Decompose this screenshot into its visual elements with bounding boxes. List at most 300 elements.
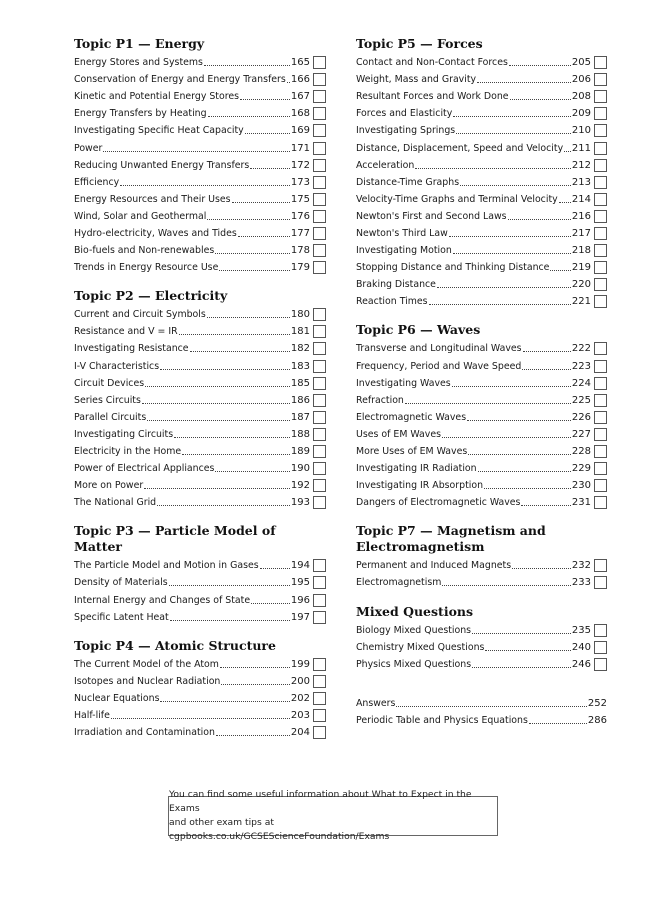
progress-checkbox[interactable]: [594, 641, 607, 654]
toc-entry-label: Nuclear Equations: [74, 692, 160, 704]
toc-entry-page: 168: [290, 108, 310, 120]
toc-entry-page: 180: [290, 309, 310, 321]
toc-entry: [74, 88, 326, 105]
toc-entry-label: Forces and Elasticity: [356, 108, 453, 120]
leader-dots: [522, 369, 571, 370]
progress-checkbox[interactable]: [594, 411, 607, 424]
progress-checkbox[interactable]: [594, 377, 607, 390]
toc-entry-page: 202: [290, 692, 310, 704]
toc-entry-page: 183: [290, 360, 310, 372]
leader-dots: [260, 568, 290, 569]
leader-dots: [468, 454, 571, 455]
toc-entry: [74, 306, 326, 323]
toc-entry-label: Reducing Unwanted Energy Transfers: [74, 159, 250, 171]
toc-entry: [356, 242, 607, 259]
toc-entry: [356, 409, 607, 426]
progress-checkbox[interactable]: [594, 56, 607, 69]
toc-entry-label: Chemistry Mixed Questions: [356, 641, 485, 653]
toc-entry-page: 179: [290, 262, 310, 274]
toc-entry-label: Newton's First and Second Laws: [356, 210, 507, 222]
toc-entry: [356, 54, 607, 71]
progress-checkbox[interactable]: [313, 594, 326, 607]
topic-title: Topic P6 — Waves: [356, 322, 481, 338]
leader-dots: [559, 202, 571, 203]
toc-entry: [74, 494, 326, 511]
leader-dots: [442, 437, 571, 438]
progress-checkbox[interactable]: [594, 576, 607, 589]
toc-entry-label: Internal Energy and Changes of State: [74, 594, 251, 606]
progress-checkbox[interactable]: [313, 56, 326, 69]
leader-dots: [160, 369, 290, 370]
toc-entry: [74, 656, 326, 673]
progress-checkbox[interactable]: [594, 496, 607, 509]
toc-entry: [74, 225, 326, 242]
toc-entry-page: 192: [290, 480, 310, 492]
topic-section: [74, 638, 326, 741]
leader-dots: [207, 317, 290, 318]
toc-entry-label: Physics Mixed Questions: [356, 658, 472, 670]
toc-entry-page: 227: [571, 428, 591, 440]
toc-entry-page: 203: [290, 710, 310, 722]
progress-checkbox[interactable]: [313, 244, 326, 257]
leader-dots: [472, 667, 571, 668]
toc-entry: [356, 574, 607, 591]
toc-entry: [74, 358, 326, 375]
leader-dots: [437, 287, 571, 288]
progress-checkbox[interactable]: [594, 479, 607, 492]
progress-checkbox[interactable]: [313, 210, 326, 223]
exam-info-box: [168, 789, 498, 842]
topic-section: [74, 288, 326, 511]
toc-entry: [356, 639, 607, 656]
progress-checkbox[interactable]: [594, 142, 607, 155]
toc-entry-label: Investigating Resistance: [74, 343, 189, 355]
progress-checkbox[interactable]: [594, 394, 607, 407]
toc-entry-page: 175: [290, 193, 310, 205]
leader-dots: [523, 351, 571, 352]
leader-dots: [396, 706, 586, 707]
topic-title: Topic P2 — Electricity: [74, 288, 228, 304]
toc-entry: [74, 340, 326, 357]
leader-dots: [564, 151, 571, 152]
toc-entry-label: The Current Model of the Atom: [74, 658, 219, 670]
toc-entry: [356, 557, 607, 574]
progress-checkbox[interactable]: [594, 193, 607, 206]
toc-entry: [356, 88, 607, 105]
leader-dots: [216, 735, 290, 736]
toc-entry: [74, 139, 326, 156]
leader-dots: [429, 304, 571, 305]
toc-entry-label: Resultant Forces and Work Done: [356, 91, 509, 103]
toc-entry: [356, 358, 607, 375]
leader-dots: [245, 133, 290, 134]
progress-checkbox[interactable]: [313, 107, 326, 120]
leader-dots: [208, 116, 290, 117]
progress-checkbox[interactable]: [313, 462, 326, 475]
toc-entry: [356, 622, 607, 639]
progress-checkbox[interactable]: [313, 559, 326, 572]
progress-checkbox[interactable]: [313, 325, 326, 338]
progress-checkbox[interactable]: [594, 90, 607, 103]
leader-dots: [478, 471, 571, 472]
progress-checkbox[interactable]: [313, 445, 326, 458]
toc-entry: [356, 276, 607, 293]
leader-dots: [232, 202, 290, 203]
toc-entry: [356, 157, 607, 174]
toc-entry-page: 252: [587, 697, 607, 709]
progress-checkbox[interactable]: [594, 624, 607, 637]
leader-dots: [484, 488, 571, 489]
toc-entry-page: 208: [571, 91, 591, 103]
progress-checkbox[interactable]: [313, 159, 326, 172]
progress-checkbox[interactable]: [313, 709, 326, 722]
toc-entry-label: Investigating IR Absorption: [356, 480, 484, 492]
toc-entry: [74, 259, 326, 276]
progress-checkbox[interactable]: [313, 261, 326, 274]
toc-entry-page: 286: [587, 714, 607, 726]
toc-entry-label: Refraction: [356, 394, 404, 406]
progress-checkbox[interactable]: [594, 295, 607, 308]
progress-checkbox[interactable]: [594, 73, 607, 86]
toc-entry-label: Investigating IR Radiation: [356, 463, 477, 475]
toc-entry-label: Current and Circuit Symbols: [74, 309, 206, 321]
toc-entry-page: 185: [290, 377, 310, 389]
toc-entry-page: 165: [290, 57, 310, 69]
toc-entry-page: 218: [571, 245, 591, 257]
toc-entry-page: 190: [290, 463, 310, 475]
toc-entry: [74, 690, 326, 707]
leader-dots: [144, 488, 290, 489]
toc-entry-page: 166: [290, 74, 310, 86]
toc-entry-page: 182: [290, 343, 310, 355]
toc-entry: [74, 409, 326, 426]
topic-title: Topic P7 — Magnetism and Electromagnetism: [356, 523, 546, 555]
toc-entry-page: 229: [571, 463, 591, 475]
toc-entry: [356, 259, 607, 276]
leader-dots: [221, 684, 290, 685]
progress-checkbox[interactable]: [313, 227, 326, 240]
toc-entry-page: 230: [571, 480, 591, 492]
toc-entry-label: Investigating Motion: [356, 245, 452, 257]
toc-entry: [356, 174, 607, 191]
toc-entry-label: Power: [74, 142, 103, 154]
leader-dots: [287, 82, 290, 83]
toc-entry-label: Braking Distance: [356, 279, 436, 291]
leader-dots: [512, 568, 571, 569]
toc-entry-label: Uses of EM Waves: [356, 428, 442, 440]
toc-entry: [356, 191, 607, 208]
toc-entry-page: 231: [571, 497, 591, 509]
toc-entry: [74, 375, 326, 392]
toc-entry: [74, 673, 326, 690]
toc-entry-page: 195: [290, 577, 310, 589]
progress-checkbox[interactable]: [594, 210, 607, 223]
toc-entry-page: 213: [571, 176, 591, 188]
leader-dots: [182, 454, 290, 455]
toc-entry: [74, 443, 326, 460]
toc-entry: [74, 157, 326, 174]
progress-checkbox[interactable]: [313, 675, 326, 688]
toc-entry-label: Investigating Springs: [356, 125, 456, 137]
progress-checkbox[interactable]: [313, 479, 326, 492]
toc-entry-page: 225: [571, 394, 591, 406]
leader-dots: [204, 65, 290, 66]
toc-entry: [356, 695, 607, 712]
progress-checkbox[interactable]: [313, 193, 326, 206]
toc-entry-label: Dangers of Electromagnetic Waves: [356, 497, 521, 509]
leader-dots: [190, 351, 290, 352]
progress-checkbox[interactable]: [313, 726, 326, 739]
exam-info-line-2: and other exam tips at cgpbooks.co.uk/GCSEScienceFoundation/Exams: [169, 817, 390, 842]
toc-entry-label: Velocity-Time Graphs and Terminal Velocity: [356, 193, 558, 205]
toc-entry-page: 186: [290, 394, 310, 406]
toc-entry-page: 194: [290, 560, 310, 572]
toc-entry-label: Investigating Waves: [356, 377, 451, 389]
toc-entry: [356, 656, 607, 673]
toc-entry: [356, 494, 607, 511]
toc-entry-label: Efficiency: [74, 176, 120, 188]
toc-entry-page: 246: [571, 658, 591, 670]
toc-entry-label: Specific Latent Heat: [74, 611, 169, 623]
leader-dots: [174, 437, 290, 438]
toc-entry: [74, 707, 326, 724]
toc-entry-label: Distance-Time Graphs: [356, 176, 460, 188]
toc-entry: [74, 242, 326, 259]
progress-checkbox[interactable]: [313, 90, 326, 103]
toc-entry-page: 214: [571, 193, 591, 205]
toc-entry-label: Transverse and Longitudinal Waves: [356, 343, 522, 355]
toc-entry-page: 235: [571, 624, 591, 636]
leader-dots: [179, 334, 290, 335]
leader-dots: [521, 505, 570, 506]
toc-entry: [74, 609, 326, 626]
toc-entry: [356, 426, 607, 443]
toc-entry-page: 223: [571, 360, 591, 372]
leader-dots: [145, 386, 290, 387]
toc-entry-page: 200: [290, 675, 310, 687]
leader-dots: [453, 253, 571, 254]
leader-dots: [415, 168, 571, 169]
leader-dots: [215, 253, 290, 254]
toc-entry-label: More on Power: [74, 480, 144, 492]
progress-checkbox[interactable]: [594, 107, 607, 120]
toc-entry: [74, 426, 326, 443]
topic-title: Topic P4 — Atomic Structure: [74, 637, 276, 653]
progress-checkbox[interactable]: [313, 360, 326, 373]
toc-entry: [74, 105, 326, 122]
toc-entry-label: Energy Stores and Systems: [74, 57, 203, 69]
toc-entry-page: 188: [290, 428, 310, 440]
progress-checkbox[interactable]: [594, 445, 607, 458]
toc-entry-label: Isotopes and Nuclear Radiation: [74, 675, 221, 687]
toc-entry: [356, 460, 607, 477]
toc-entry-page: 187: [290, 411, 310, 423]
topic-title: Topic P1 — Energy: [74, 36, 205, 51]
progress-checkbox[interactable]: [313, 576, 326, 589]
progress-checkbox[interactable]: [594, 658, 607, 671]
toc-entry: [74, 323, 326, 340]
topic-section: [356, 523, 607, 591]
toc-entry-label: I-V Characteristics: [74, 360, 160, 372]
progress-checkbox[interactable]: [313, 411, 326, 424]
toc-entry-page: 233: [571, 577, 591, 589]
toc-entry-page: 199: [290, 658, 310, 670]
toc-entry: [356, 392, 607, 409]
toc-entry: [356, 340, 607, 357]
topic-section: [356, 322, 607, 511]
leader-dots: [550, 270, 570, 271]
progress-checkbox[interactable]: [313, 176, 326, 189]
toc-entry-label: Distance, Displacement, Speed and Velocity: [356, 142, 564, 154]
leader-dots: [508, 219, 571, 220]
progress-checkbox[interactable]: [313, 611, 326, 624]
toc-entry-label: The Particle Model and Motion in Gases: [74, 560, 259, 572]
leader-dots: [510, 99, 571, 100]
progress-checkbox[interactable]: [313, 342, 326, 355]
topic-section: [74, 36, 326, 276]
topic-section: [356, 604, 607, 673]
leader-dots: [220, 667, 290, 668]
progress-checkbox[interactable]: [594, 176, 607, 189]
progress-checkbox[interactable]: [313, 142, 326, 155]
progress-checkbox[interactable]: [594, 227, 607, 240]
leader-dots: [442, 585, 571, 586]
leader-dots: [472, 633, 571, 634]
leader-dots: [147, 420, 290, 421]
toc-entry-page: 171: [290, 142, 310, 154]
toc-entry: [74, 592, 326, 609]
leader-dots: [509, 65, 571, 66]
toc-entry-page: 222: [571, 343, 591, 355]
toc-entry-label: Energy Transfers by Heating: [74, 108, 207, 120]
toc-entry-page: 211: [571, 142, 591, 154]
progress-checkbox[interactable]: [313, 496, 326, 509]
toc-entry-page: 224: [571, 377, 591, 389]
progress-checkbox[interactable]: [594, 159, 607, 172]
toc-entry-label: Answers: [356, 697, 396, 709]
toc-entry-page: 197: [290, 611, 310, 623]
progress-checkbox[interactable]: [594, 462, 607, 475]
toc-entry-page: 196: [290, 594, 310, 606]
toc-entry: [74, 208, 326, 225]
progress-checkbox[interactable]: [594, 244, 607, 257]
toc-entry-label: Density of Materials: [74, 577, 168, 589]
progress-checkbox[interactable]: [313, 308, 326, 321]
toc-entry-label: Energy Resources and Their Uses: [74, 193, 231, 205]
leader-dots: [240, 99, 290, 100]
toc-entry: [356, 122, 607, 139]
progress-checkbox[interactable]: [313, 428, 326, 441]
toc-entry-label: Trends in Energy Resource Use: [74, 262, 219, 274]
toc-entry-label: Periodic Table and Physics Equations: [356, 714, 528, 726]
toc-entry-label: Power of Electrical Appliances: [74, 463, 215, 475]
leader-dots: [103, 151, 290, 152]
leader-dots: [477, 82, 571, 83]
leader-dots: [120, 185, 290, 186]
toc-entry: [74, 392, 326, 409]
toc-entry: [356, 71, 607, 88]
toc-entry: [74, 122, 326, 139]
leader-dots: [169, 585, 290, 586]
toc-entry-page: 216: [571, 210, 591, 222]
toc-entry-label: Resistance and V = IR: [74, 326, 178, 338]
exam-info-line-1: You can find some useful information about What to Expect in the Exams: [169, 789, 472, 814]
progress-checkbox[interactable]: [313, 377, 326, 390]
toc-entry: [356, 225, 607, 242]
progress-checkbox[interactable]: [594, 342, 607, 355]
toc-entry-page: 204: [290, 727, 310, 739]
toc-entry-page: 209: [571, 108, 591, 120]
toc-entry: [356, 712, 607, 729]
toc-entry-label: Circuit Devices: [74, 377, 145, 389]
progress-checkbox[interactable]: [594, 559, 607, 572]
progress-checkbox[interactable]: [594, 278, 607, 291]
toc-entry-page: 169: [290, 125, 310, 137]
progress-checkbox[interactable]: [594, 261, 607, 274]
topic-title: Topic P3 — Particle Model of Matter: [74, 523, 276, 555]
toc-entry-label: Parallel Circuits: [74, 411, 147, 423]
leader-dots: [449, 236, 571, 237]
toc-entry: [356, 139, 607, 156]
progress-checkbox[interactable]: [313, 394, 326, 407]
topic-section: [74, 523, 326, 625]
toc-entry: [74, 54, 326, 71]
toc-entry-label: Wind, Solar and Geothermal: [74, 210, 207, 222]
toc-entry-page: 167: [290, 91, 310, 103]
progress-checkbox[interactable]: [313, 658, 326, 671]
leader-dots: [207, 219, 290, 220]
progress-checkbox[interactable]: [594, 124, 607, 137]
progress-checkbox[interactable]: [313, 124, 326, 137]
toc-entry-label: Hydro-electricity, Waves and Tides: [74, 227, 237, 239]
left-column: [74, 36, 326, 753]
topic-section: [356, 36, 607, 310]
toc-entry-page: 219: [571, 262, 591, 274]
progress-checkbox[interactable]: [313, 692, 326, 705]
toc-entry: [74, 191, 326, 208]
toc-entry-page: 226: [571, 411, 591, 423]
leader-dots: [485, 650, 571, 651]
toc-entry: [74, 724, 326, 741]
progress-checkbox[interactable]: [594, 428, 607, 441]
leader-dots: [219, 270, 290, 271]
toc-entry-page: 210: [571, 125, 591, 137]
toc-entry-label: Contact and Non-Contact Forces: [356, 57, 508, 69]
leader-dots: [460, 185, 571, 186]
toc-entry-label: Stopping Distance and Thinking Distance: [356, 262, 550, 274]
toc-entry-label: Biology Mixed Questions: [356, 624, 472, 636]
toc-entry: [356, 208, 607, 225]
toc-entry-label: Half-life: [74, 710, 110, 722]
toc-entry-page: 189: [290, 446, 310, 458]
toc-entry: [74, 71, 326, 88]
toc-entry-label: Electromagnetism: [356, 577, 442, 589]
progress-checkbox[interactable]: [313, 73, 326, 86]
toc-entry: [356, 443, 607, 460]
toc-entry-page: 212: [571, 159, 591, 171]
toc-entry: [74, 460, 326, 477]
toc-entry-page: 177: [290, 227, 310, 239]
toc-entry-label: Electromagnetic Waves: [356, 411, 467, 423]
toc-entry: [356, 477, 607, 494]
toc-entry-label: Conservation of Energy and Energy Transfers: [74, 74, 286, 86]
leader-dots: [452, 386, 571, 387]
toc-entry-page: 206: [571, 74, 591, 86]
progress-checkbox[interactable]: [594, 360, 607, 373]
toc-entry-label: Investigating Circuits: [74, 428, 174, 440]
leader-dots: [453, 116, 571, 117]
toc-entry-page: 173: [290, 176, 310, 188]
